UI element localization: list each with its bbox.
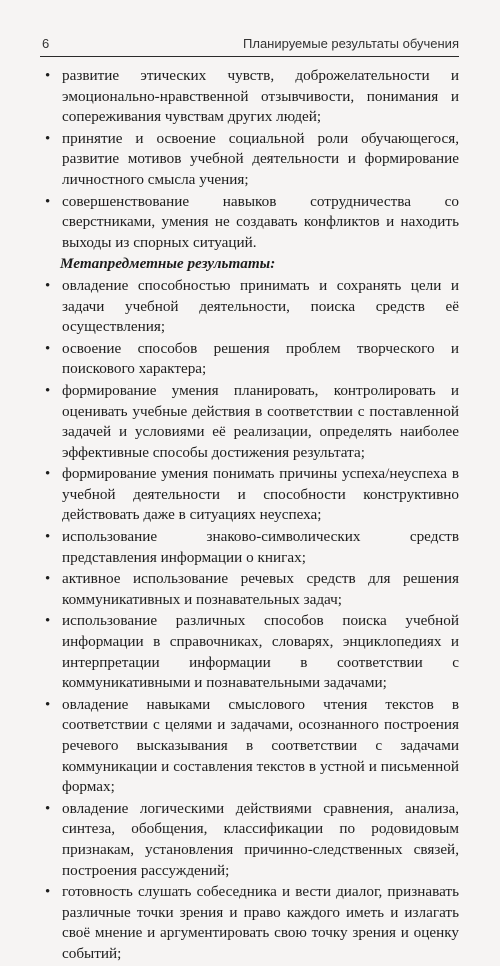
list-item-text: активное использование речевых средств для решения коммуникативных и познавательных задач; (62, 570, 459, 608)
list-item (45, 129, 459, 191)
list-item (45, 882, 459, 964)
list-item-text: развитие этических чувств, доброжелательности и эмоционально-нравственной отзывчивости, понимания и сопереживания чувствам других людей; (62, 67, 459, 126)
list-item (45, 339, 459, 380)
bullet-icon: • (45, 696, 51, 713)
list-item (45, 527, 459, 568)
list-item (45, 695, 459, 798)
bullet-icon: • (45, 68, 51, 84)
list-item-text: принятие и освоение социальной роли обучающегося, развитие мотивов учебной деятельности и формирование личностного смысла учения; (62, 129, 459, 188)
list-item (45, 569, 459, 610)
list-item-text: овладение способностью принимать и сохранять цели и задачи учебной деятельности, поиска средств её осуществления; (62, 276, 459, 336)
bullet-icon: • (45, 571, 51, 588)
meta-results-list (45, 276, 459, 965)
page-header (40, 36, 459, 57)
list-item (45, 799, 459, 881)
list-item-text: овладение логическими действиями сравнения, анализа, синтеза, обобщения, классификации по родовидовым признакам, установления причинно-следственных связей, построения рассуждений; (62, 799, 459, 879)
list-item-text: формирование умения планировать, контролировать и оценивать учебные действия в соответствии с поставленной задачей и условиями её реализации, определять наиболее эффективные способы достижения результата; (62, 381, 459, 461)
bullet-icon: • (45, 340, 51, 357)
page-number: 6 (42, 36, 50, 51)
list-item (45, 66, 459, 128)
list-item-text: овладение навыками смыслового чтения текстов в соответствии с целями и задачами, осознанного построения речевого высказывания в соответствии с задачами коммуникации и составления текстов в устной и письменной формах; (62, 695, 459, 796)
bullet-icon: • (45, 613, 51, 630)
page-body (45, 66, 459, 966)
list-item-text: совершенствование навыков сотрудничества со сверстниками, умения не создавать конфликтов и находить выходы из спорных ситуаций. (62, 192, 459, 251)
list-item-text: освоение способов решения проблем творческого и поискового характера; (62, 339, 459, 378)
list-item-text: использование знаково-символических средств представления информации о книгах; (62, 528, 459, 566)
bullet-icon: • (45, 382, 51, 399)
list-item (45, 464, 459, 526)
list-item-text: готовность слушать собеседника и вести диалог, признавать различные точки зрения и право каждого иметь и излагать своё мнение и аргументировать свою точку зрения и оценку событий; (62, 883, 459, 962)
bullet-icon: • (45, 884, 51, 901)
list-item (45, 276, 459, 338)
list-item (45, 192, 459, 254)
list-item-text: использование различных способов поиска учебной информации в справочниках, словарях, энциклопедиях и интерпретации информации в соответствии с коммуникативными и познавательными задачами; (62, 612, 459, 692)
list-item (45, 611, 459, 693)
list-item (45, 381, 459, 463)
list-item-text: формирование умения понимать причины успеха/неуспеха в учебной деятельности и способности конструктивно действовать даже в ситуациях неуспеха; (62, 465, 459, 524)
bullet-icon: • (45, 130, 51, 147)
bullet-icon: • (45, 277, 51, 294)
bullet-icon: • (45, 466, 51, 483)
meta-results-heading: Метапредметные результаты: (60, 255, 276, 273)
personal-results-list (45, 66, 459, 253)
bullet-icon: • (45, 800, 51, 817)
running-title: Планируемые результаты обучения (243, 36, 459, 51)
bullet-icon: • (45, 529, 51, 546)
bullet-icon: • (45, 193, 51, 210)
